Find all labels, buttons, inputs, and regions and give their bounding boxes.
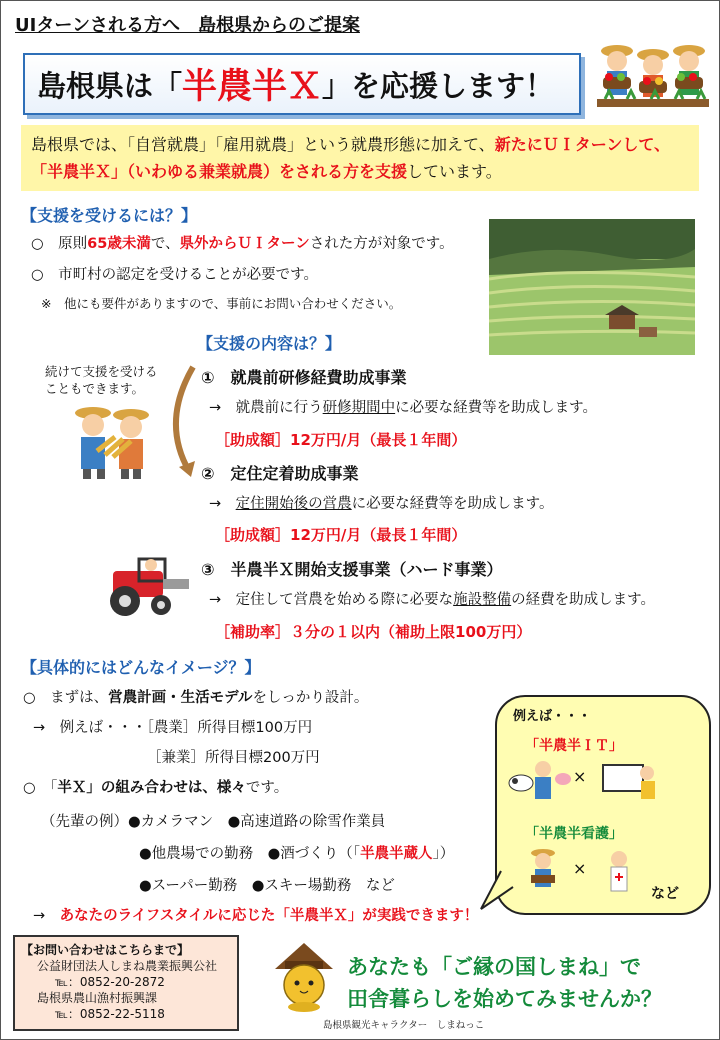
item-2-grant: ［助成額］12万円/月（最長１年間） <box>215 526 467 544</box>
support-content-heading: 【支援の内容は？】 <box>197 334 342 353</box>
support-who-age: 65歳未満 <box>87 236 151 252</box>
image-line-1 <box>23 687 368 709</box>
item-1-desc-a: → 就農前に行う <box>209 400 323 416</box>
item-3-desc <box>209 589 655 611</box>
continue-arrow <box>161 363 201 481</box>
image-l1-b: 営農計画・生活モデル <box>108 690 253 706</box>
slogan-line-1: あなたも「ご縁の国しまね」で <box>347 955 641 979</box>
continue-support-note: 続けて支援を受けることもできます。 <box>45 364 158 396</box>
intro-text-1: 島根県では、「自営就農」「雇用就農」という就農形態に加えて、 <box>31 135 495 154</box>
contact-tel-2[interactable]: ℡：0852-22-5118 <box>55 1007 165 1021</box>
item-1-desc-u: 研修期間中 <box>322 400 396 416</box>
image-l4-d: 様々 <box>216 780 246 796</box>
image-line-8 <box>33 905 478 927</box>
support-who-l1-e: された方が対象です。 <box>309 236 454 252</box>
mascot-caption: 島根県観光キャラクター しまねっこ <box>323 1020 485 1031</box>
intro-box <box>21 125 699 191</box>
support-who-l1-a: ○ 原則 <box>31 236 88 252</box>
bubble-tail <box>479 869 519 913</box>
item-2-desc <box>209 493 554 515</box>
title-accent: 半農半Ｘ <box>182 67 323 107</box>
item-2-title: ② 定住定着助成事業 <box>201 464 359 483</box>
image-l6-sake: 半農半蔵人 <box>360 846 433 862</box>
item-3-desc-u: 施設整備 <box>453 592 512 608</box>
item-2-desc-b: に必要な経費等を助成します。 <box>351 496 554 512</box>
bubble-lead: 例えば・・・ <box>513 709 592 724</box>
item-1-title: ① 就農前研修経費助成事業 <box>201 368 407 387</box>
contact-box <box>13 935 239 1031</box>
item-2-desc-a: → <box>209 496 236 512</box>
support-who-l1-c: で、 <box>150 236 180 252</box>
image-section-heading: 【具体的にはどんなイメージ？】 <box>21 658 261 677</box>
image-l4-b: 半Ｘ <box>57 780 87 796</box>
image-line-4 <box>23 777 288 799</box>
intro-text-2: 新たにＵＩターンして、「半農半Ｘ」（いわゆる兼業就農）をされる方を支援 <box>31 135 671 181</box>
image-l6-c: 」） <box>432 846 455 862</box>
rice-terrace-photo <box>489 219 695 355</box>
image-l8-a: → <box>33 908 60 924</box>
image-line-7: ●スーパー勤務 ●スキー場勤務 など <box>139 878 395 894</box>
support-who-line-1 <box>31 233 454 255</box>
header-line: UIターンされる方へ 島根県からのご提案 <box>15 15 360 36</box>
item-1-grant: ［助成額］12万円/月（最長１年間） <box>215 431 467 449</box>
shimanekko-mascot-illustration <box>271 939 337 1013</box>
contact-heading: 【お問い合わせはこちらまで】 <box>21 943 190 957</box>
support-who-uiturn: 県外からＵＩターン <box>179 236 310 252</box>
title-banner <box>23 53 581 115</box>
item-1-desc-b: に必要な経費等を助成します。 <box>395 400 597 416</box>
image-line-2: → 例えば・・・［農業］所得目標100万円 <box>33 720 313 736</box>
farmer-couple-illustration <box>71 401 161 481</box>
contact-tel-1[interactable]: ℡：0852-20-2872 <box>55 975 165 989</box>
intro-text-3: しています。 <box>407 162 502 181</box>
support-who-line-2: ○ 市町村の認定を受けることが必要です。 <box>31 267 318 283</box>
image-l6-a: ●他農場での勤務 ●酒づくり（「 <box>139 846 361 862</box>
bubble-times-2: × <box>573 859 587 878</box>
farmers-illustration <box>597 37 709 109</box>
title-post: 」を応援します！ <box>322 68 555 103</box>
bubble-etc: など <box>651 886 679 902</box>
support-who-heading: 【支援を受けるには？】 <box>21 206 198 225</box>
item-2-desc-u: 定住開始後の営農 <box>235 496 352 512</box>
image-l4-c: 」の組み合わせは、 <box>86 780 217 796</box>
item-1-desc <box>209 397 597 419</box>
image-l4-e: です。 <box>245 780 289 796</box>
slogan-line-2: 田舎暮らしを始めてみませんか？ <box>347 987 662 1011</box>
slogan <box>347 951 662 1015</box>
support-who-note: ※ 他にも要件がありますので、事前にお問い合わせください。 <box>41 296 402 311</box>
item-3-desc-b: の経費を助成します。 <box>511 592 655 608</box>
bubble-example-it: 「半農半ＩＴ」 <box>525 738 623 754</box>
image-line-5: （先輩の例）●カメラマン ●高速道路の除雪作業員 <box>41 814 386 830</box>
image-l4-a: ○ 「 <box>23 780 58 796</box>
image-l8-b: あなたのライフスタイルに応じた「半農半Ｘ」が実践できます！ <box>59 908 479 924</box>
image-line-3: ［兼業］所得目標200万円 <box>147 750 320 766</box>
item-3-grant: ［補助率］３分の１以内（補助上限100万円） <box>215 623 532 641</box>
bubble-example-nursing: 「半農半看護」 <box>525 826 623 842</box>
tractor-illustration <box>103 553 199 619</box>
image-line-6 <box>139 843 454 865</box>
image-l1-c: をしっかり設計。 <box>252 690 369 706</box>
contact-org-1: 公益財団法人しまね農業振興公社 <box>37 959 218 973</box>
image-l1-a: ○ まずは、 <box>23 690 109 706</box>
contact-org-2: 島根県農山漁村振興課 <box>37 991 158 1005</box>
item-3-title: ③ 半農半Ｘ開始支援事業（ハード事業） <box>201 560 503 579</box>
bubble-times-1: × <box>573 767 587 786</box>
title-pre: 島根県は「 <box>37 68 183 103</box>
item-3-desc-a: → 定住して営農を始める際に必要な <box>209 592 454 608</box>
